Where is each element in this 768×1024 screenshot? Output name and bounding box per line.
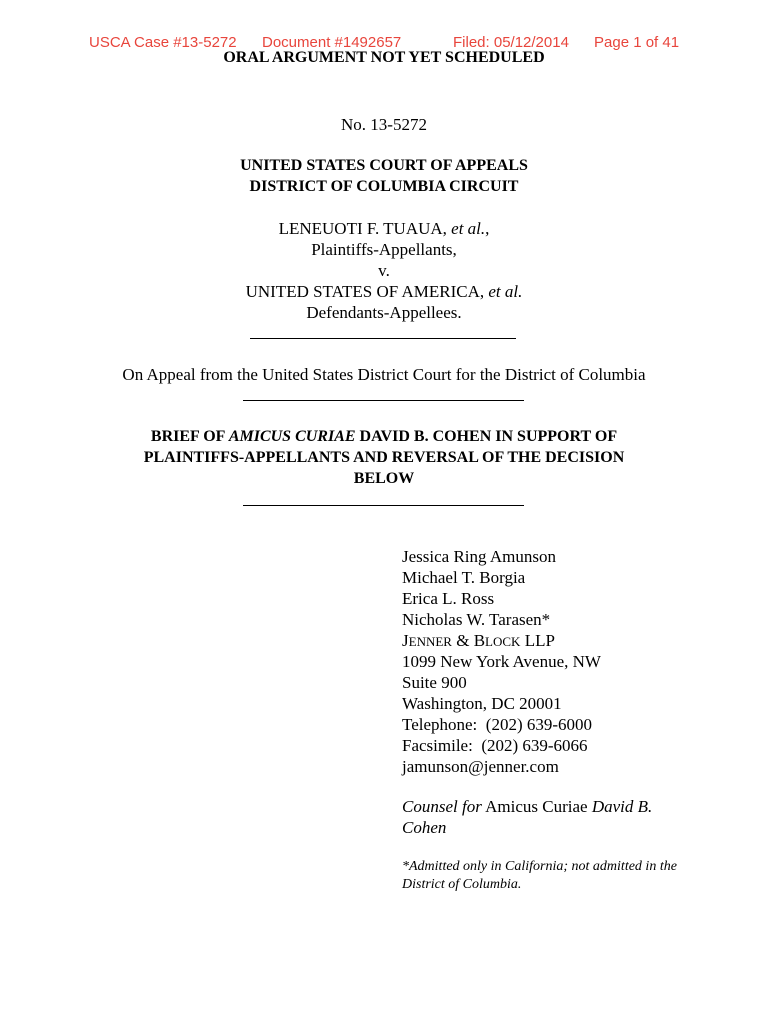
counsel-for: Counsel for [402,797,482,816]
firm-lock: LOCK [485,634,521,649]
plaintiff-role: Plaintiffs-Appellants, [311,240,457,259]
firm-enner: ENNER [408,634,452,649]
email: jamunson@jenner.com [402,757,559,776]
divider-rule [243,505,524,506]
plaintiff-line [0,219,768,239]
role-name2: Cohen [402,818,447,837]
brief-title-line3: BELOW [353,470,415,487]
brief-title-line2: PLAINTIFFS-APPELLANTS AND REVERSAL OF THE DECISION [143,449,625,466]
counsel-name: Erica L. Ross [402,589,495,608]
facsimile: Facsimile: (202) 639-6066 [402,736,588,755]
court-name-line2: DISTRICT OF COLUMBIA CIRCUIT [249,178,519,195]
firm-name [402,631,555,651]
appeal-line: On Appeal from the United States District Court for the District of Columbia [122,365,646,384]
plaintiff-name: LENEUOTI F. TUAUA, [278,219,452,238]
defendant-role: Defendants-Appellees. [306,303,462,322]
brief-title-line1 [0,428,768,446]
firm-amp: & [451,631,474,650]
court-name-line1: UNITED STATES COURT OF APPEALS [240,157,528,174]
filed-stamp: Filed: 05/12/2014 [453,34,569,51]
document-stamp: Document #1492657 [262,34,402,51]
divider-rule [243,400,524,401]
oral-argument-notice: ORAL ARGUMENT NOT YET SCHEDULED [223,49,545,66]
firm-llp: LLP [520,631,555,650]
brief-prefix: BRIEF OF [150,428,229,445]
counsel-role-line1 [402,797,652,817]
defendant-name: UNITED STATES OF AMERICA, [245,282,489,301]
defendant-etal: et al. [488,282,523,301]
admission-footnote: *Admitted only in California; not admitted in the District of Columbia. [402,859,677,892]
role-name1: David B. [591,797,653,816]
defendant-line [0,282,768,302]
counsel-name: Nicholas W. Tarasen* [402,610,551,629]
firm-initial-j: J [402,631,409,650]
firm-initial-b: B [473,631,486,650]
brief-suffix: DAVID B. COHEN IN SUPPORT OF [355,428,618,445]
address-line: Washington, DC 20001 [402,694,562,713]
role-amicus: Amicus Curiae [481,797,592,816]
page-stamp: Page 1 of 41 [594,34,680,51]
divider-rule [250,338,516,339]
case-stamp: USCA Case #13-5272 [89,34,237,51]
plaintiff-comma: , [485,219,490,238]
plaintiff-etal: et al. [451,219,486,238]
case-number: No. 13-5272 [341,115,427,134]
versus: v. [378,261,390,280]
brief-amicus: AMICUS CURIAE [228,428,356,445]
counsel-name: Michael T. Borgia [402,568,526,587]
address-line: 1099 New York Avenue, NW [402,652,601,671]
counsel-role-line2 [402,818,446,838]
address-line: Suite 900 [402,673,467,692]
telephone: Telephone: (202) 639-6000 [402,715,593,734]
counsel-name: Jessica Ring Amunson [402,547,556,566]
